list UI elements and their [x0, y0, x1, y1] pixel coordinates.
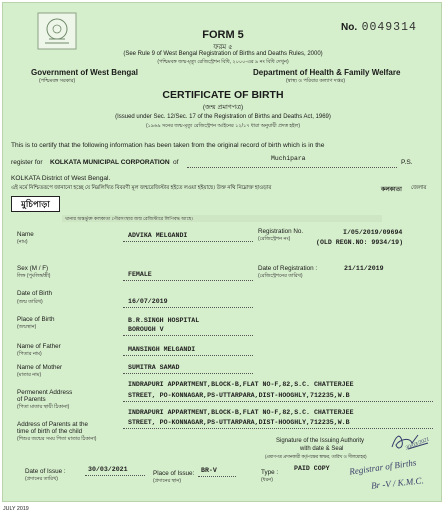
- form-rule-bn: (পশ্চিমবঙ্গ জন্ম-মৃত্যু রেজিস্ট্রেশন বিধি, ২০০০-এর ৯ নং বিধি দেখুন): [157, 59, 289, 65]
- issue-date-label: Date of Issue :: [25, 468, 66, 475]
- issued-under-bn: (১৯৬৯ সনের জন্ম-মৃত্যু রেজিস্ট্রেশন আইনের ১২/১৭ ধারা অনুযায়ী প্রদত্ত হইল): [145, 123, 301, 129]
- mother-sub: (মাতার নাম): [17, 372, 42, 378]
- pob-label: Place of Birth: [17, 316, 55, 323]
- perm-addr-line-2: STREET, PO-KONNAGAR,PS-UTTARPARA,DIST-HOOGHLY,712235,W.B: [128, 392, 350, 399]
- corporation-name: KOLKATA MUNICIPAL CORPORATION: [50, 159, 170, 166]
- type-sub: (ধরন): [261, 477, 273, 483]
- issue-place-label: Place of Issue:: [153, 470, 195, 477]
- pob-value-1: B.R.SINGH HOSPITAL: [128, 317, 200, 324]
- issue-date-value: 30/03/2021: [88, 466, 128, 473]
- father-sub: (পিতার নাম): [17, 351, 42, 357]
- form-title: FORM 5: [202, 29, 244, 41]
- reg-no-label: Registration No.: [258, 228, 304, 235]
- ps-stamp: মুচিপাড়া: [11, 196, 60, 212]
- form-rule: (See Rule 9 of West Bengal Registration of Births and Deaths Rules, 2000): [123, 51, 323, 57]
- birth-addr-sub: (শিশুর জন্মের সময় পিতা মাতার ঠিকানা): [17, 436, 97, 442]
- reg-no-value: I/05/2019/09694: [343, 229, 403, 236]
- kolkata-bn: কলকাতা: [381, 187, 402, 193]
- name-value: ADVIKA MELGANDI: [128, 232, 188, 239]
- reg-date-value: 21/11/2019: [344, 265, 384, 272]
- dob-sub: (জন্ম তারিখ): [17, 299, 43, 305]
- dob-label: Date of Birth: [17, 290, 52, 297]
- signature-date: 30/03/2021: [404, 436, 431, 452]
- mother-label: Name of Mother: [17, 364, 63, 371]
- district-word-bn: জেলার: [411, 185, 427, 191]
- place-name: Muchipara: [271, 155, 306, 162]
- gov-name: Government of West Bengal: [31, 68, 138, 77]
- pob-value-2: BOROUGH V: [128, 326, 164, 333]
- issued-under: (Issued under Sec. 12/Sec. 17 of the Registration of Births and Deaths Act, 1969): [115, 114, 331, 120]
- signature-label: Signature of the Issuing Authority: [276, 438, 365, 444]
- sex-value: FEMALE: [128, 271, 152, 278]
- pob-sub: (জন্মস্থান): [17, 324, 37, 330]
- form-title-bn: ফরম ৫: [213, 44, 233, 51]
- of-word: of: [173, 159, 179, 166]
- district-line: KOLKATA District of West Bengal.: [11, 175, 111, 182]
- sex-label: Sex (M / F): [17, 265, 49, 272]
- ps-label: P.S.: [401, 159, 413, 166]
- birth-addr-label: Address of Parents at the: [17, 421, 89, 428]
- dept-name-bn: (স্বাস্থ্য ও পরিবার কল্যাণ দপ্তর): [286, 78, 346, 84]
- issue-place-sub: (প্রদানের স্থান): [153, 478, 182, 484]
- perm-addr-label-2: of Parents: [17, 396, 46, 403]
- issue-place-value: BR-V: [201, 467, 217, 474]
- sex-sub: লিঙ্গ (পুংলিঙ্গ/স্ত্রী): [17, 273, 51, 279]
- perm-addr-sub: (পিতা মাতার স্থায়ী ঠিকানা): [17, 404, 70, 410]
- birth-addr-line-1: INDRAPURI APPARTMENT,BLOCK-B,FLAT NO-F,82,S.C. CHATTERJEE: [128, 409, 354, 416]
- reg-date-label: Date of Registration :: [258, 265, 318, 272]
- perm-addr-line-1: INDRAPURI APPARTMENT,BLOCK-B,FLAT NO-F,82,S.C. CHATTERJEE: [128, 381, 354, 388]
- issue-date-sub: (প্রদানের তারিখ): [25, 476, 58, 482]
- edition-footer: JULY 2019: [3, 506, 29, 512]
- name-sub: (নাম): [17, 239, 28, 245]
- register-prefix: register for: [11, 159, 43, 166]
- birth-addr-label-2: time of birth of the child: [17, 428, 83, 435]
- signature-sub-bn: (প্রমাণপত্র প্রদানকারী কর্তৃপক্ষের স্বাক্ষর, তারিখ ও সীলমোহর): [265, 454, 367, 459]
- certify-line: This is to certify that the following information has been taken from the original record of birth which is in the: [11, 142, 325, 149]
- certificate-title: CERTIFICATE OF BIRTH: [162, 89, 284, 101]
- serial-number: No. 0049314: [341, 21, 417, 34]
- certificate-title-bn: (জন্ম প্রমাণপত্র): [202, 104, 244, 111]
- registrar-title: Registrar of Births: [348, 457, 417, 477]
- name-label: Name: [17, 231, 34, 238]
- birth-addr-line-2: STREET, PO-KONNAGAR,PS-UTTARPARA,DIST-HOOGHLY,712235,W.B: [128, 419, 350, 426]
- perm-addr-label: Permenent Address: [17, 389, 73, 396]
- father-label: Name of Father: [17, 343, 61, 350]
- signature-label-2: with date & Seal: [300, 446, 344, 452]
- bengali-certify-line: এই মর্মে নিশ্চিতরূপে জানানো হচ্ছে যে নিম্নলিখিত বিবরণী মূল জন্মরেজিস্টার হইতে লওয়া হইয়াছে। উক্ত নথি নিম্নোক্ত হাওড়ার: [11, 185, 272, 191]
- reg-date-sub: (রেজিস্ট্রেশনের তারিখ): [258, 273, 303, 279]
- bengali-register-line: থানার অন্তর্ভুক্ত কলকাতা পৌরসংস্থার জন্ম রেজিস্টারে লিপিবদ্ধ আছে।: [65, 216, 194, 221]
- dob-value: 16/07/2019: [128, 298, 168, 305]
- certificate-paper: [2, 2, 442, 502]
- registrar-office: Br -V / K.M.C.: [370, 475, 425, 491]
- mother-value: SUMITRA SAMAD: [128, 364, 180, 371]
- gov-name-bn: (পশ্চিমবঙ্গ সরকার): [39, 78, 76, 84]
- old-reg-no: (OLD REGN.NO: 9934/19): [316, 239, 404, 246]
- type-value: PAID COPY: [294, 465, 330, 472]
- dept-name: Department of Health & Family Welfare: [253, 68, 401, 77]
- type-label: Type :: [261, 469, 279, 476]
- father-value: MANSINGH MELGANDI: [128, 346, 196, 353]
- reg-no-sub: (রেজিস্ট্রেশন নং): [258, 236, 291, 242]
